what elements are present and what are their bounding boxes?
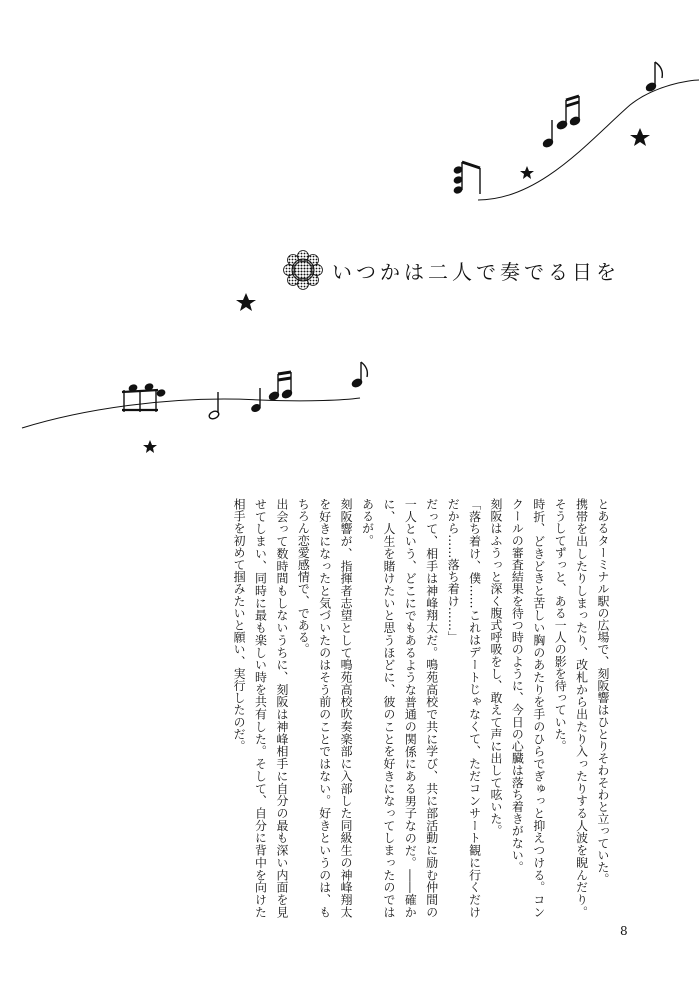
body-text xyxy=(88,498,613,918)
paragraph-4: 刻阪はふうっと深く腹式呼吸をし、敢えて声に出して呟いた。 xyxy=(488,498,503,837)
lower-note-beamed-triple xyxy=(122,383,166,412)
lower-note-eighth xyxy=(351,362,367,388)
star-icon-small-top xyxy=(520,166,534,179)
top-note-single-1 xyxy=(542,120,554,148)
lower-note-beamed-pair xyxy=(268,372,293,401)
top-ribbon-line xyxy=(478,80,699,200)
paragraph-6: だって、相手は神峰翔太だ。鳴苑高校で共に学び、共に部活動に励む仲間の一人という、どこにでもあるような普通の関係にある男子なのだ。――確かに、人生を賭けたいと思うほどに、彼のことを好きになってしまったのではあるが。 xyxy=(360,498,439,918)
star-icon-top-right xyxy=(630,128,650,146)
lower-ribbon-line xyxy=(22,398,360,428)
top-note-beamed-right xyxy=(556,96,581,130)
paragraph-3: 時折、どきどきと苦しい胸のあたりを手のひらでぎゅっと抑えつける。コンクールの審査結果を待つ時のように、今日の心臓は落ち着きがない。 xyxy=(510,498,546,918)
chapter-title-text: いつかは二人で奏でる日を xyxy=(332,259,620,284)
top-note-beamed-left xyxy=(453,162,480,194)
star-icon-middle xyxy=(236,293,256,311)
paragraph-8: 出会って数時間もしないうちに、刻阪は神峰相手に自分の最も深い内面を見せてしまい、同時に最も楽しい時を共有した。そして、自分に背中を向けた相手を初めて掴みたいと願い、実行したのだ。 xyxy=(232,498,289,918)
paragraph-1: とあるターミナル駅の広場で、刻阪響はひとりそわそわと立っていた。 xyxy=(596,498,610,886)
top-note-eighth xyxy=(645,62,662,92)
paragraph-2: 携帯を出したりしまったり、改札から出たり入ったりする人波を睨んだり。そうしてずっと、ある一人の影を待っていた。 xyxy=(553,498,589,918)
page-number: 8 xyxy=(620,924,628,938)
paragraph-5: 「落ち着け、僕……これはデートじゃなくて、ただコンサート観に行くだけだから……落ち着け……」 xyxy=(446,498,482,918)
chapter-title xyxy=(282,248,620,292)
star-icon-lower xyxy=(143,440,157,453)
paragraph-7: 刻阪響が、指揮者志望として鳴苑高校吹奏楽部に入部した同級生の神峰翔太を好きになったと気づいたのはそう前のことではない。好きというのは、もちろん恋愛感情で、である。 xyxy=(296,498,354,918)
lower-note-half xyxy=(208,392,220,420)
lower-note-quarter xyxy=(251,388,262,413)
flower-pattern-icon xyxy=(282,249,324,291)
